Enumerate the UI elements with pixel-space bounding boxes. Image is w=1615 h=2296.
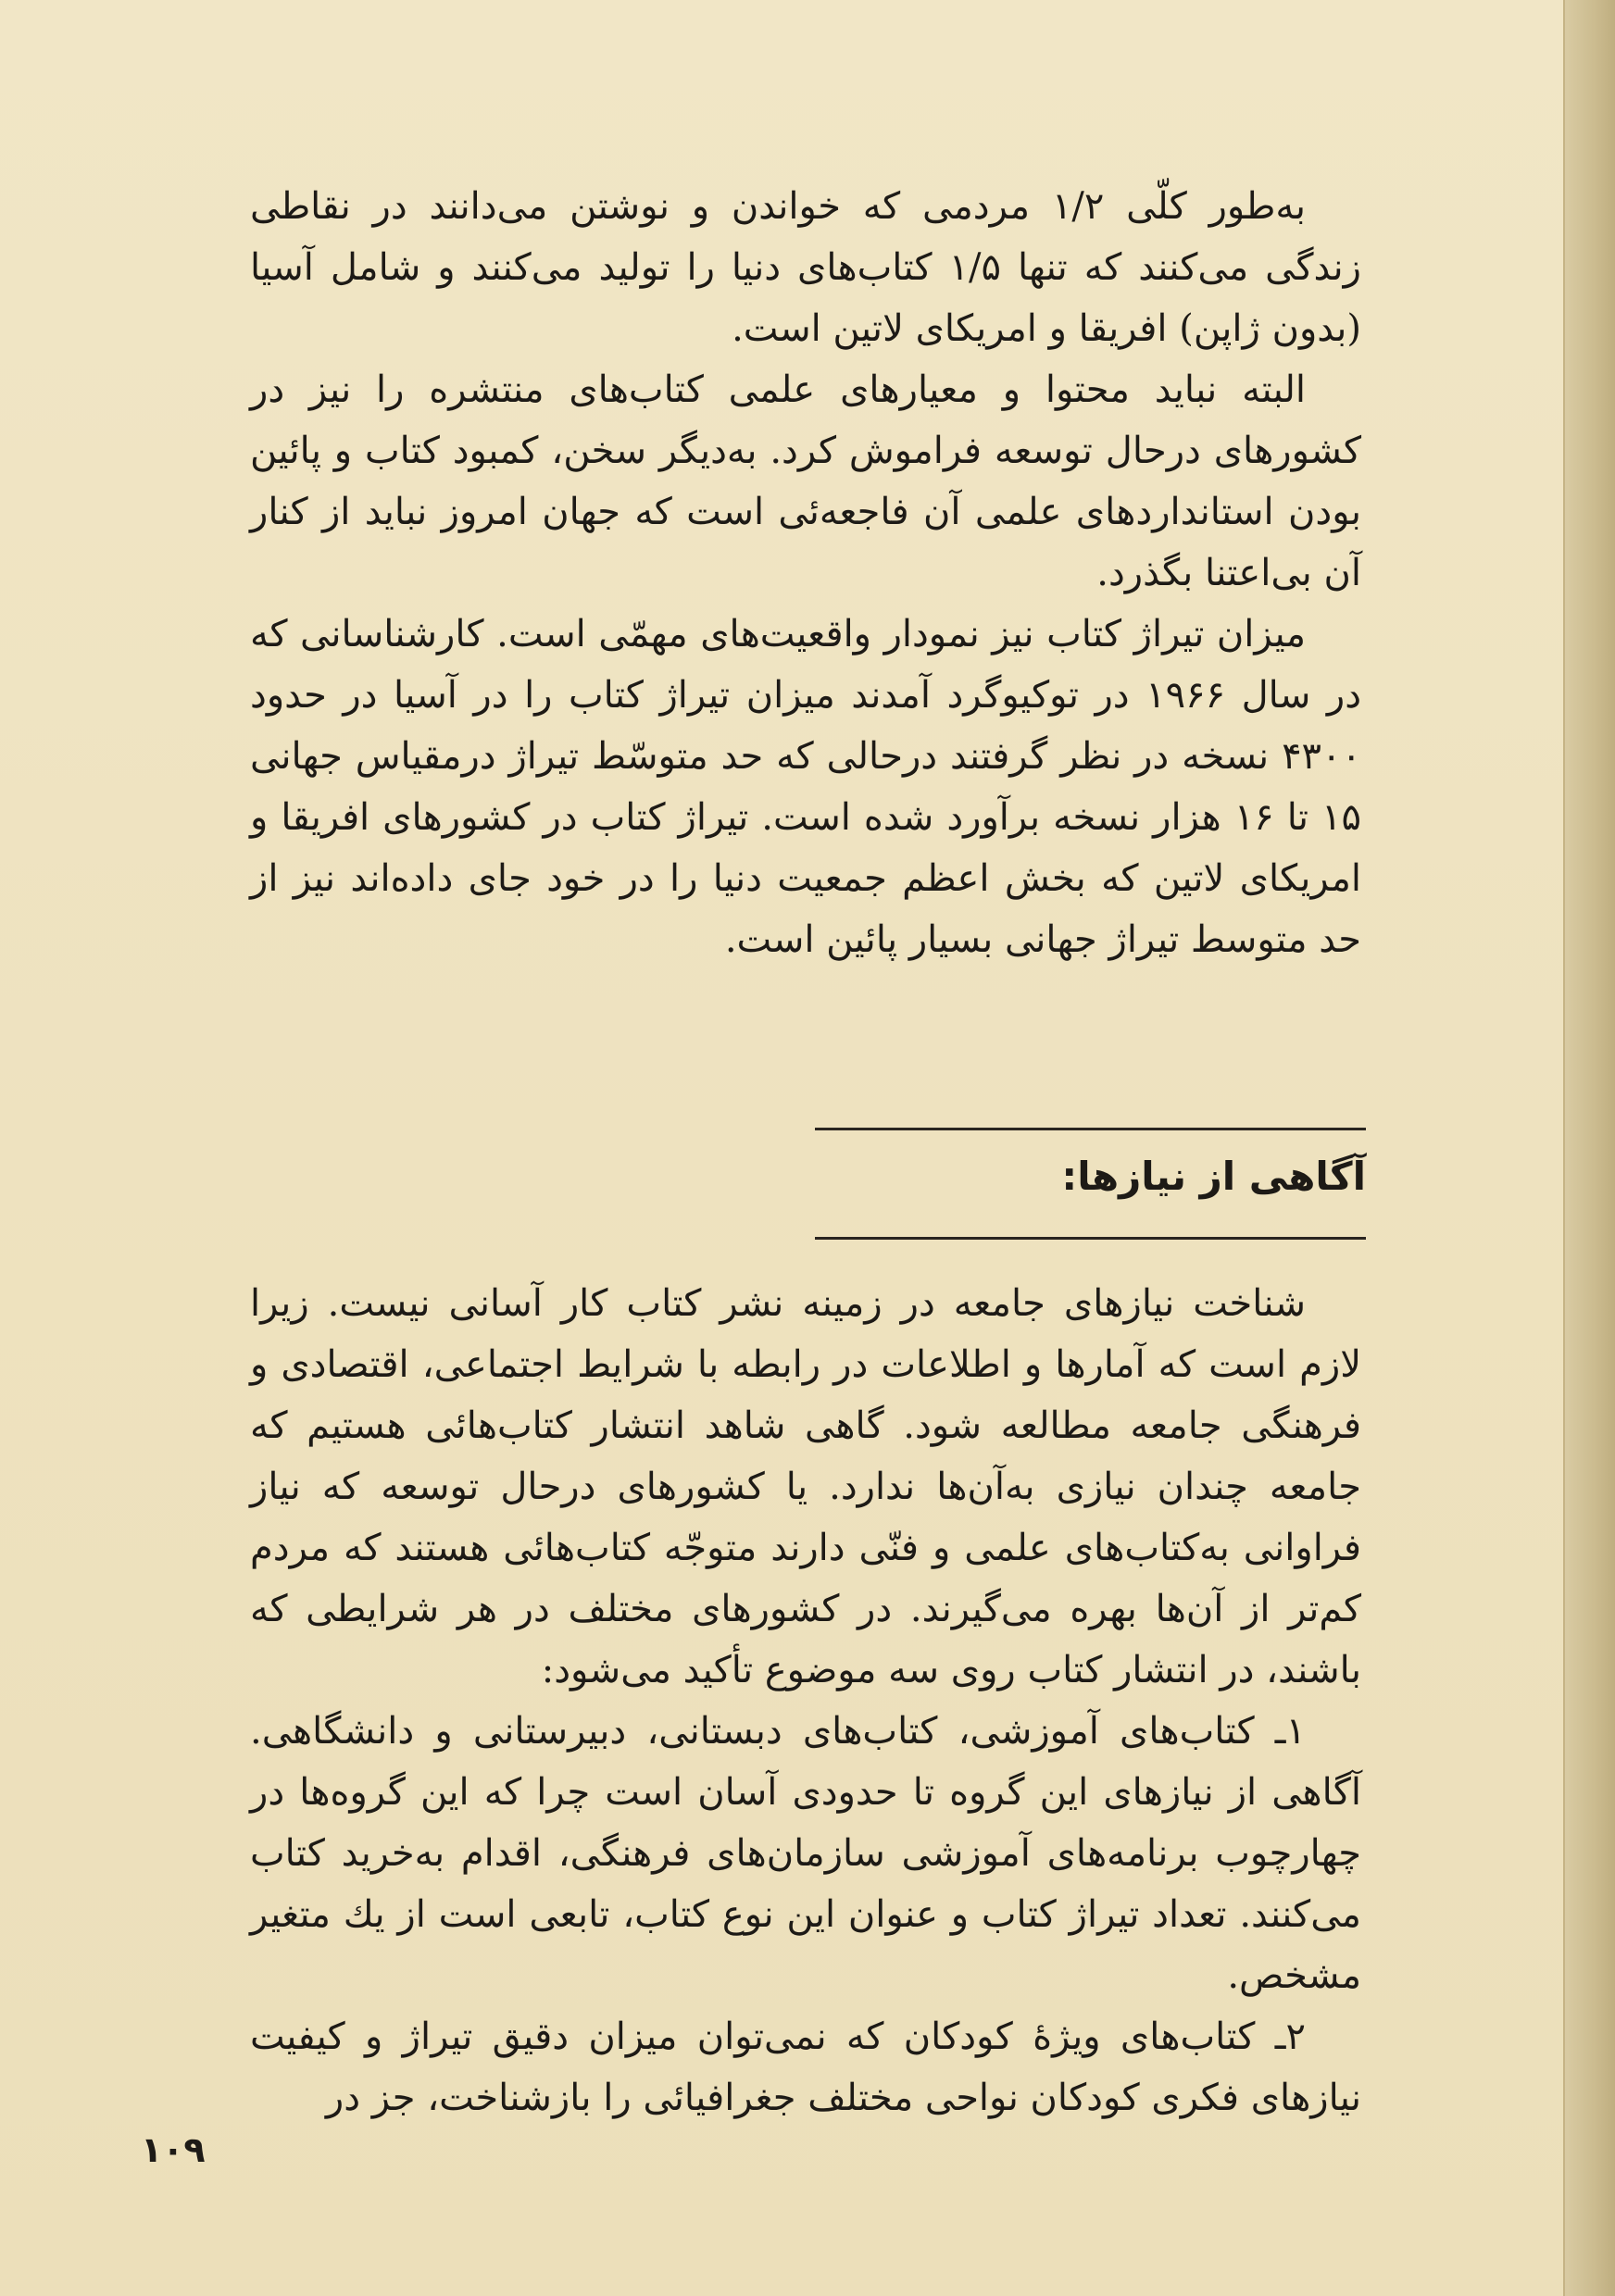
paragraph: به‌طور کلّی ۱/۲ مردمی که خواندن و نوشتن می‌دانند در نقاطی زندگی می‌کنند که تنها ۱/۵ کتاب‌های دنیا را تولید می‌کنند و شامل آسیا (بدون ژاپن) افریقا و امریکای لاتین است. xyxy=(250,185,1361,350)
section-heading-area xyxy=(815,1120,1366,1250)
section-heading: آگاهی از نیازها: xyxy=(1061,1154,1366,1199)
paragraph: میزان تیراژ کتاب نیز نمودار واقعیت‌های مهمّی است. کارشناسانی که در سال ۱۹۶۶ در توکیوگرد آمدند میزان تیراژ کتاب را در آسیا در حدود ۴۳۰۰ نسخه در نظر گرفتند درحالی که حد متوسّط تیراژ درمقیاس جهانی ۱۵ تا ۱۶ هزار نسخه برآورد شده است. تیراژ کتاب در کشورهای افریقا و امریکای لاتین که بخش اعظم جمعیت دنیا را در خود جای داده‌اند نیز از حد متوسط تیراژ جهانی بسیار پائین است. xyxy=(250,613,1362,961)
page-number: ۱۰۹ xyxy=(141,2129,206,2170)
paragraph: شناخت نیازهای جامعه در زمینه نشر کتاب کار آسانی نیست. زیرا لازم است که آمارها و اطلاعات در رابطه با شرایط اجتماعی، اقتصادی و فرهنگی جامعه مطالعه شود. گاهی شاهد انتشار کتاب‌هائی هستیم که جامعه چندان نیازی به‌آن‌ها ندارد. یا کشورهای درحال توسعه که نیاز فراوانی به‌کتاب‌های علمی و فنّی دارند متوجّه کتاب‌هائی هستند که مردم کم‌تر از آن‌ها بهره می‌گیرند. در کشورهای مختلف در هر شرایطی که باشند، در انتشار کتاب روی سه موضوع تأکید می‌شود: xyxy=(250,1282,1362,1691)
text-block-bottom xyxy=(250,1273,1361,2128)
heading-rule-top xyxy=(815,1128,1366,1130)
list-item: ۱ـ کتاب‌های آموزشی، کتاب‌های دبستانی، دبیرستانی و دانشگاهی. آگاهی از نیازهای این گروه تا حدودی آسان است چرا که این گروه‌ها در چهارچوب برنامه‌های آموزشی سازمان‌های فرهنگی، اقدام به‌خرید کتاب می‌کنند. تعداد تیراژ کتاب و عنوان این نوع کتاب، تابعی است از یك متغیر مشخص. xyxy=(250,1710,1361,1997)
text-block-top xyxy=(250,176,1361,970)
paragraph: البته نباید محتوا و معیارهای علمی کتاب‌های منتشره را نیز در کشورهای درحال توسعه فراموش کرد. به‌دیگر سخن، کمبود کتاب و پائین بودن استانداردهای علمی آن فاجعه‌ئی است که جهان امروز نباید از کنار آن بی‌اعتنا بگذرد. xyxy=(250,368,1361,594)
heading-rule-bottom xyxy=(815,1237,1366,1240)
list-item: ۲ـ کتاب‌های ویژهٔ کودکان که نمی‌توان میزان دقیق تیراژ و کیفیت نیازهای فکری کودکان نواحی مختلف جغرافیائی را بازشناخت، جز در xyxy=(250,2015,1361,2119)
page-edge-shadow xyxy=(1563,0,1615,2296)
